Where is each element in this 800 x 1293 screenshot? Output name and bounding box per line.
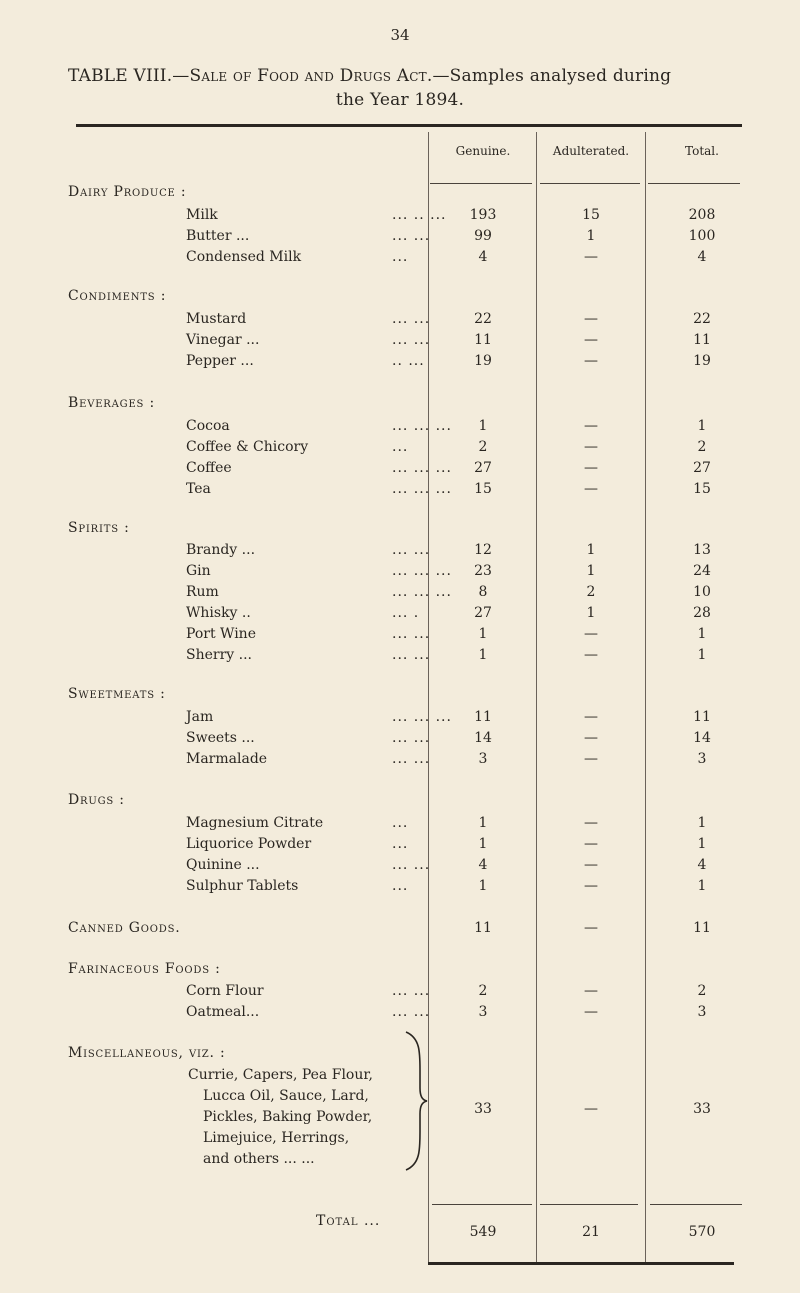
total-cocoa: 1 — [697, 418, 707, 434]
total-rule-genuine — [432, 1204, 532, 1205]
item-sulphur-tablets: Sulphur Tablets — [186, 878, 299, 894]
section-title-spirits: Spirits : — [68, 520, 130, 536]
header-rule-adulterated — [540, 183, 640, 184]
total-canned-goods: 11 — [693, 920, 711, 936]
total-miscellaneous: 33 — [693, 1101, 711, 1117]
genuine-milk: 193 — [469, 207, 497, 223]
adulterated-vinegar: — — [584, 332, 598, 348]
grand-total-adulterated: 21 — [582, 1224, 600, 1240]
total-sweets: 14 — [693, 730, 711, 746]
misc-line: and others ... ... — [203, 1151, 315, 1167]
leader-dots: ... ... — [392, 983, 431, 999]
genuine-marmalade: 3 — [478, 751, 488, 767]
curly-brace-icon — [400, 1030, 430, 1172]
adulterated-oatmeal: — — [584, 1004, 598, 1020]
misc-line: Currie, Capers, Pea Flour, — [188, 1067, 373, 1083]
genuine-brandy: 12 — [474, 542, 492, 558]
genuine-tea: 15 — [474, 481, 492, 497]
section-title-canned-goods: Canned Goods. — [68, 920, 181, 936]
total-sulphur-tablets: 1 — [697, 878, 707, 894]
genuine-liquorice-powder: 1 — [478, 836, 488, 852]
item-sherry: Sherry ... — [186, 647, 252, 663]
leader-dots: ... ... — [392, 647, 431, 663]
adulterated-gin: 1 — [586, 563, 596, 579]
adulterated-canned-goods: — — [584, 920, 598, 936]
item-quinine: Quinine ... — [186, 857, 260, 873]
misc-line: Lucca Oil, Sauce, Lard, — [203, 1088, 369, 1104]
item-oatmeal: Oatmeal... — [186, 1004, 260, 1020]
column-header-genuine: Genuine. — [455, 144, 511, 158]
column-header-adulterated: Adulterated. — [552, 144, 630, 158]
section-title-beverages: Beverages : — [68, 395, 155, 411]
genuine-coffee: 27 — [474, 460, 492, 476]
item-corn-flour: Corn Flour — [186, 983, 264, 999]
adulterated-milk: 15 — [582, 207, 600, 223]
title-prefix: TABLE VIII.— — [68, 66, 190, 86]
total-tea: 15 — [693, 481, 711, 497]
item-whisky: Whisky .. — [186, 605, 251, 621]
genuine-rum: 8 — [478, 584, 488, 600]
item-coffee: Coffee — [186, 460, 232, 476]
total-rum: 10 — [693, 584, 711, 600]
adulterated-marmalade: — — [584, 751, 598, 767]
leader-dots: ... ... ... — [392, 460, 452, 476]
leader-dots: ... ... ... — [392, 481, 452, 497]
total-marmalade: 3 — [697, 751, 707, 767]
adulterated-quinine: — — [584, 857, 598, 873]
leader-dots: ... ... — [392, 332, 431, 348]
bottom-rule — [428, 1262, 734, 1265]
item-rum: Rum — [186, 584, 219, 600]
genuine-jam: 11 — [474, 709, 492, 725]
grand-total-total: 570 — [688, 1224, 716, 1240]
adulterated-liquorice-powder: — — [584, 836, 598, 852]
grand-total-label: Total ... — [316, 1213, 381, 1229]
leader-dots: ... ... — [392, 311, 431, 327]
item-jam: Jam — [186, 709, 214, 725]
total-quinine: 4 — [697, 857, 707, 873]
leader-dots: ... ... — [392, 730, 431, 746]
leader-dots: ... ... — [392, 542, 431, 558]
leader-dots: ... ... ... — [392, 584, 452, 600]
item-marmalade: Marmalade — [186, 751, 268, 767]
genuine-cocoa: 1 — [478, 418, 488, 434]
item-vinegar: Vinegar ... — [186, 332, 260, 348]
total-butter: 100 — [688, 228, 716, 244]
header-rule-total — [648, 183, 740, 184]
leader-dots: ... ... ... — [392, 709, 452, 725]
top-rule — [76, 124, 742, 127]
adulterated-brandy: 1 — [586, 542, 596, 558]
genuine-butter: 99 — [474, 228, 492, 244]
item-brandy: Brandy ... — [186, 542, 256, 558]
genuine-gin: 23 — [474, 563, 492, 579]
total-mustard: 22 — [693, 311, 711, 327]
leader-dots: ... ... — [392, 857, 431, 873]
adulterated-whisky: 1 — [586, 605, 596, 621]
leader-dots: ... ... — [392, 228, 431, 244]
leader-dots: ... ... ... — [392, 418, 452, 434]
genuine-magnesium-citrate: 1 — [478, 815, 488, 831]
item-port-wine: Port Wine — [186, 626, 256, 642]
total-brandy: 13 — [693, 542, 711, 558]
total-sherry: 1 — [697, 647, 707, 663]
leader-dots: ... .. ... — [392, 207, 447, 223]
genuine-pepper: 19 — [474, 353, 492, 369]
adulterated-condensed-milk: — — [584, 249, 598, 265]
item-tea: Tea — [186, 481, 211, 497]
section-title-dairy-produce: Dairy Produce : — [68, 184, 187, 200]
adulterated-coffee: — — [584, 460, 598, 476]
total-vinegar: 11 — [693, 332, 711, 348]
leader-dots: ... ... — [392, 626, 431, 642]
genuine-mustard: 22 — [474, 311, 492, 327]
item-condensed-milk: Condensed Milk — [186, 249, 302, 265]
genuine-canned-goods: 11 — [474, 920, 492, 936]
adulterated-miscellaneous: — — [584, 1101, 598, 1117]
adulterated-port-wine: — — [584, 626, 598, 642]
leader-dots: ... — [392, 439, 409, 455]
section-title-miscellaneous: Miscellaneous, viz. : — [68, 1045, 226, 1061]
item-gin: Gin — [186, 563, 211, 579]
total-gin: 24 — [693, 563, 711, 579]
total-pepper: 19 — [693, 353, 711, 369]
leader-dots: .. ... — [392, 353, 425, 369]
leader-dots: ... ... ... — [392, 563, 452, 579]
total-milk: 208 — [688, 207, 716, 223]
leader-dots: ... ... — [392, 751, 431, 767]
total-rule-total — [650, 1204, 742, 1205]
adulterated-rum: 2 — [586, 584, 596, 600]
section-title-condiments: Condiments : — [68, 288, 167, 304]
genuine-quinine: 4 — [478, 857, 488, 873]
adulterated-sherry: — — [584, 647, 598, 663]
leader-dots: ... — [392, 878, 409, 894]
total-port-wine: 1 — [697, 626, 707, 642]
total-coffee-chicory: 2 — [697, 439, 707, 455]
misc-line: Pickles, Baking Powder, — [203, 1109, 373, 1125]
misc-line: Limejuice, Herrings, — [203, 1130, 350, 1146]
adulterated-coffee-chicory: — — [584, 439, 598, 455]
genuine-miscellaneous: 33 — [474, 1101, 492, 1117]
genuine-coffee-chicory: 2 — [478, 439, 488, 455]
adulterated-jam: — — [584, 709, 598, 725]
leader-dots: ... — [392, 815, 409, 831]
adulterated-sulphur-tablets: — — [584, 878, 598, 894]
section-title-sweetmeats: Sweetmeats : — [68, 686, 166, 702]
divider-adulterated — [536, 132, 537, 1262]
title-suffix: .—Samples analysed during — [426, 66, 672, 86]
genuine-sherry: 1 — [478, 647, 488, 663]
item-magnesium-citrate: Magnesium Citrate — [186, 815, 324, 831]
leader-dots: ... — [392, 836, 409, 852]
genuine-vinegar: 11 — [474, 332, 492, 348]
genuine-port-wine: 1 — [478, 626, 488, 642]
genuine-condensed-milk: 4 — [478, 249, 488, 265]
table-title-line2: the Year 1894. — [335, 90, 465, 110]
genuine-oatmeal: 3 — [478, 1004, 488, 1020]
total-oatmeal: 3 — [697, 1004, 707, 1020]
leader-dots: ... . — [392, 605, 420, 621]
divider-total — [645, 132, 646, 1262]
total-coffee: 27 — [693, 460, 711, 476]
adulterated-tea: — — [584, 481, 598, 497]
total-rule-adulterated — [540, 1204, 638, 1205]
section-title-farinaceous-foods: Farinaceous Foods : — [68, 961, 221, 977]
total-liquorice-powder: 1 — [697, 836, 707, 852]
adulterated-pepper: — — [584, 353, 598, 369]
page-number: 34 — [390, 26, 410, 44]
item-pepper: Pepper ... — [186, 353, 254, 369]
adulterated-magnesium-citrate: — — [584, 815, 598, 831]
adulterated-corn-flour: — — [584, 983, 598, 999]
item-mustard: Mustard — [186, 311, 247, 327]
total-whisky: 28 — [693, 605, 711, 621]
section-title-drugs: Drugs : — [68, 792, 125, 808]
item-milk: Milk — [186, 207, 218, 223]
item-liquorice-powder: Liquorice Powder — [186, 836, 312, 852]
genuine-sweets: 14 — [474, 730, 492, 746]
genuine-sulphur-tablets: 1 — [478, 878, 488, 894]
header-rule-genuine — [430, 183, 532, 184]
table-title — [68, 64, 768, 88]
grand-total-genuine: 549 — [469, 1224, 497, 1240]
item-butter: Butter ... — [186, 228, 250, 244]
genuine-corn-flour: 2 — [478, 983, 488, 999]
total-magnesium-citrate: 1 — [697, 815, 707, 831]
leader-dots: ... ... — [392, 1004, 431, 1020]
leader-dots: ... — [392, 249, 409, 265]
title-act: Sale of Food and Drugs Act — [189, 66, 427, 86]
genuine-whisky: 27 — [474, 605, 492, 621]
adulterated-cocoa: — — [584, 418, 598, 434]
item-cocoa: Cocoa — [186, 418, 230, 434]
adulterated-butter: 1 — [586, 228, 596, 244]
column-header-total: Total. — [685, 144, 719, 158]
total-corn-flour: 2 — [697, 983, 707, 999]
item-sweets: Sweets ... — [186, 730, 255, 746]
total-condensed-milk: 4 — [697, 249, 707, 265]
total-jam: 11 — [693, 709, 711, 725]
item-coffee-chicory: Coffee & Chicory — [186, 439, 309, 455]
adulterated-mustard: — — [584, 311, 598, 327]
adulterated-sweets: — — [584, 730, 598, 746]
